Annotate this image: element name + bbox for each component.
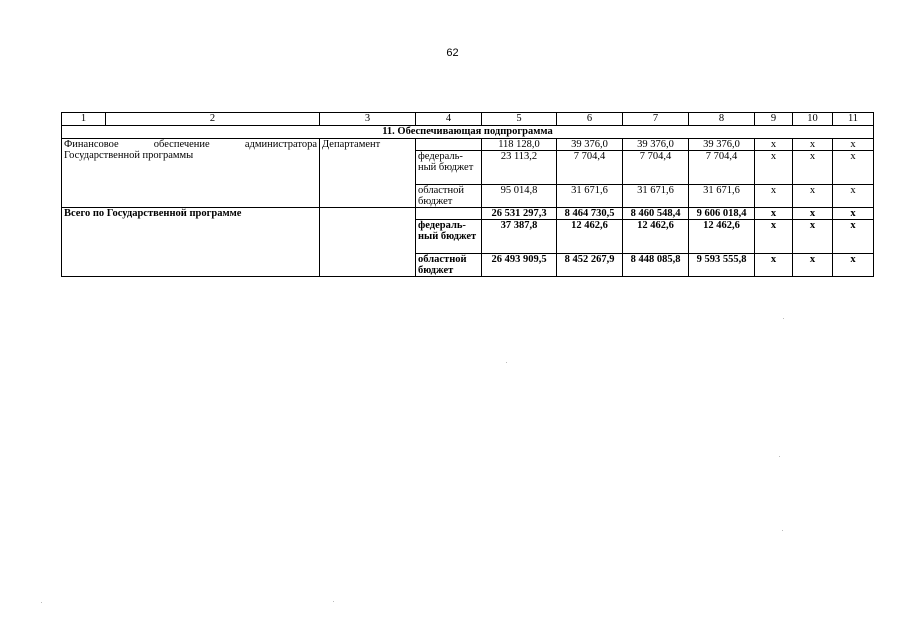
- value-cell: 118 128,0: [482, 139, 557, 151]
- source-cell: [416, 139, 482, 151]
- header-cell: 4: [416, 113, 482, 126]
- table-row: [62, 208, 874, 220]
- header-cell: 2: [106, 113, 320, 126]
- value-cell: 7 704,4: [623, 151, 689, 185]
- budget-table: [61, 112, 874, 277]
- source-cell: федераль-ный бюджет: [416, 151, 482, 185]
- flag-cell: x: [755, 208, 793, 220]
- header-cell: 7: [623, 113, 689, 126]
- value-cell: 39 376,0: [623, 139, 689, 151]
- header-cell: 1: [62, 113, 106, 126]
- row-label: Всего по Государственной программе: [62, 208, 320, 277]
- value-cell: 12 462,6: [557, 220, 623, 254]
- value-cell: 8 460 548,4: [623, 208, 689, 220]
- flag-cell: x: [833, 208, 874, 220]
- value-cell: 8 448 085,8: [623, 254, 689, 277]
- flag-cell: x: [793, 220, 833, 254]
- scan-speck: [506, 362, 507, 363]
- section-row: [62, 126, 874, 139]
- header-cell: 3: [320, 113, 416, 126]
- row-label: Финансовое обеспечение администратора Государственной программы: [62, 139, 320, 208]
- flag-cell: x: [755, 254, 793, 277]
- section-title: 11. Обеспечивающая подпрограмма: [62, 126, 874, 139]
- flag-cell: x: [755, 139, 793, 151]
- value-cell: 26 493 909,5: [482, 254, 557, 277]
- flag-cell: x: [833, 220, 874, 254]
- value-cell: 31 671,6: [623, 185, 689, 208]
- flag-cell: x: [755, 151, 793, 185]
- scan-speck: [41, 602, 42, 603]
- flag-cell: x: [793, 151, 833, 185]
- value-cell: 37 387,8: [482, 220, 557, 254]
- scan-speck: [333, 601, 334, 602]
- source-cell: федераль-ный бюджет: [416, 220, 482, 254]
- flag-cell: x: [833, 139, 874, 151]
- value-cell: 23 113,2: [482, 151, 557, 185]
- scan-speck: [779, 456, 780, 457]
- flag-cell: x: [793, 139, 833, 151]
- executor-cell: [320, 208, 416, 277]
- value-cell: 31 671,6: [557, 185, 623, 208]
- source-cell: областной бюджет: [416, 185, 482, 208]
- flag-cell: x: [833, 185, 874, 208]
- scan-speck: [782, 530, 783, 531]
- flag-cell: x: [793, 208, 833, 220]
- flag-cell: x: [793, 254, 833, 277]
- value-cell: 12 462,6: [623, 220, 689, 254]
- page-number: 62: [446, 47, 459, 59]
- value-cell: 39 376,0: [557, 139, 623, 151]
- header-cell: 8: [689, 113, 755, 126]
- flag-cell: x: [755, 185, 793, 208]
- column-number-row: [62, 113, 874, 126]
- flag-cell: x: [755, 220, 793, 254]
- header-cell: 11: [833, 113, 874, 126]
- source-cell: [416, 208, 482, 220]
- flag-cell: x: [793, 185, 833, 208]
- header-cell: 6: [557, 113, 623, 126]
- header-cell: 10: [793, 113, 833, 126]
- value-cell: 7 704,4: [689, 151, 755, 185]
- scan-speck: [783, 318, 784, 319]
- executor-cell: Департамент: [320, 139, 416, 208]
- value-cell: 39 376,0: [689, 139, 755, 151]
- header-cell: 9: [755, 113, 793, 126]
- source-cell: областной бюджет: [416, 254, 482, 277]
- value-cell: 9 606 018,4: [689, 208, 755, 220]
- value-cell: 12 462,6: [689, 220, 755, 254]
- flag-cell: x: [833, 151, 874, 185]
- table-row: [62, 139, 874, 151]
- value-cell: 8 464 730,5: [557, 208, 623, 220]
- value-cell: 7 704,4: [557, 151, 623, 185]
- value-cell: 8 452 267,9: [557, 254, 623, 277]
- value-cell: 26 531 297,3: [482, 208, 557, 220]
- flag-cell: x: [833, 254, 874, 277]
- header-cell: 5: [482, 113, 557, 126]
- value-cell: 9 593 555,8: [689, 254, 755, 277]
- value-cell: 95 014,8: [482, 185, 557, 208]
- value-cell: 31 671,6: [689, 185, 755, 208]
